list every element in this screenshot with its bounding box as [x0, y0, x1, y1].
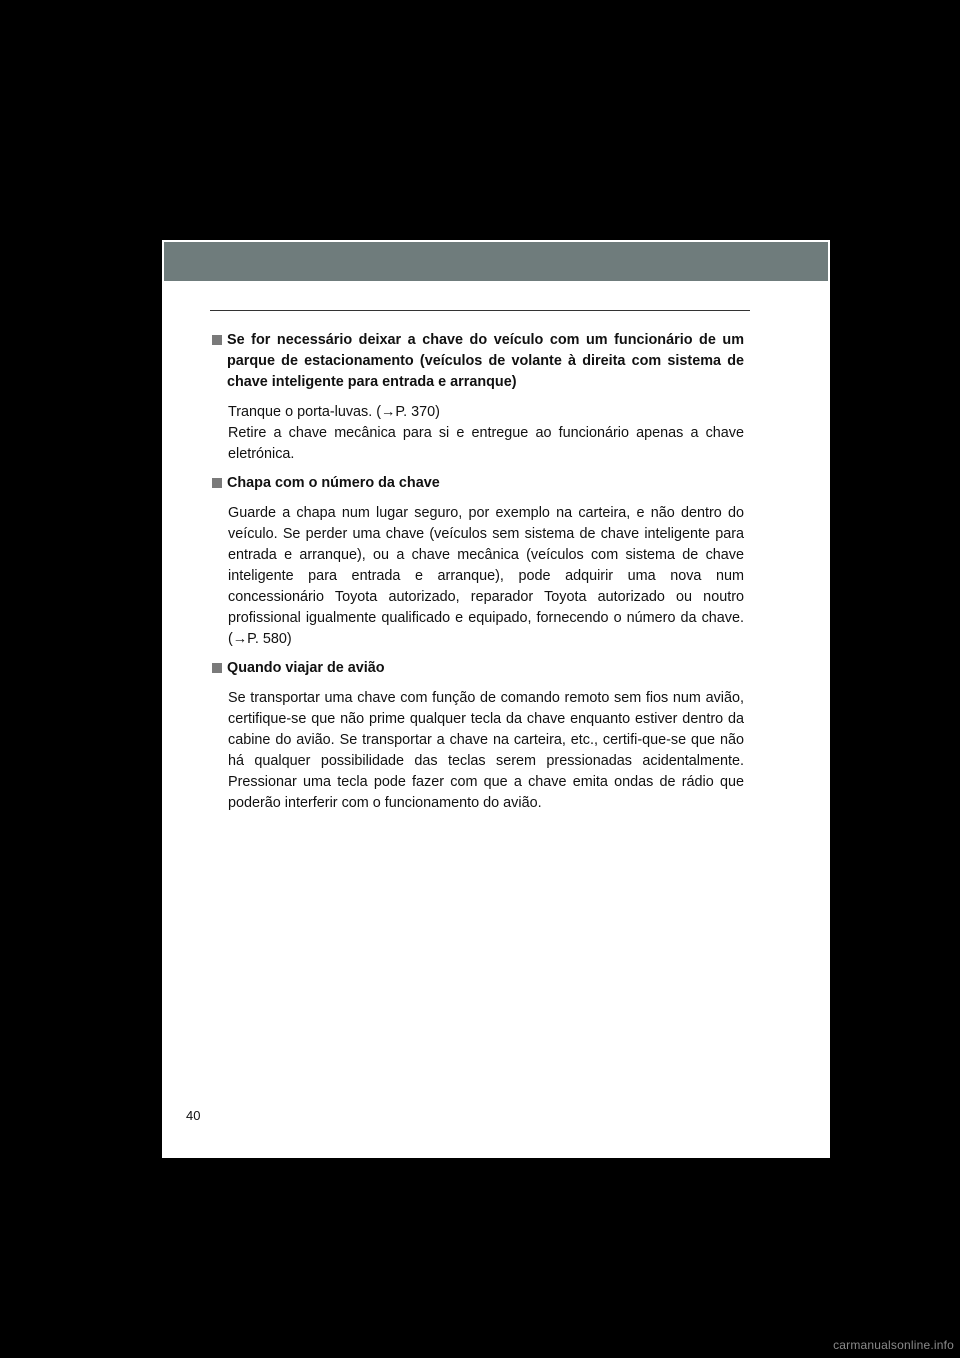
section-body — [212, 503, 744, 650]
paragraph: Tranque o porta-luvas. (→P. 370) — [228, 404, 440, 420]
section-body — [212, 402, 744, 465]
section-heading-text: Chapa com o número da chave — [227, 475, 440, 491]
watermark-text: carmanualsonline.info — [833, 1338, 954, 1352]
section-key-number-plate — [212, 473, 744, 650]
section-heading-text: Se for necessário deixar a chave do veículo com um funcionário de um parque de estacionamento (veículos de volante à direita com sistema de chave inteligente para entrada e arranque) — [227, 332, 744, 390]
header-rule — [210, 310, 750, 311]
paragraph: Guarde a chapa num lugar seguro, por exemplo na carteira, e não dentro do veículo. Se perder uma chave (veículos sem sistema de chave inteligente para entrada e arranque), ou a chave mecânica (veículos com sistema de chave inteligente para entrada e arranque), pode adquirir uma nova num concessionário Toyota autorizado, reparador Toyota autorizado ou noutro profissional igualmente qualificado e equipado, fornecendo o número da chave. (→P. 580) — [228, 505, 744, 647]
section-valet-key — [212, 330, 744, 465]
page-number: 40 — [186, 1108, 201, 1123]
paragraph: Retire a chave mecânica para si e entregue ao funcionário apenas a chave eletrónica. — [228, 425, 744, 462]
square-bullet-icon — [212, 478, 222, 488]
section-heading — [212, 473, 744, 494]
section-heading — [212, 658, 744, 679]
paragraph: Se transportar uma chave com função de comando remoto sem fios num avião, certifique-se que não prime qualquer tecla da chave enquanto estiver dentro da cabine do avião. Se transportar a chave na carteira, etc., certifi-que-se que não há qualquer possibilidade das teclas serem pressionadas acidentalmente. Pressionar uma tecla pode fazer com que a chave emita ondas de rádio que poderão interferir com o funcionamento do avião. — [228, 690, 744, 811]
square-bullet-icon — [212, 335, 222, 345]
section-heading — [212, 330, 744, 393]
section-heading-text: Quando viajar de avião — [227, 660, 385, 676]
manual-page — [162, 240, 830, 1158]
section-body — [212, 688, 744, 814]
section-air-travel — [212, 658, 744, 814]
page-content — [212, 330, 744, 822]
header-band — [164, 242, 828, 281]
square-bullet-icon — [212, 663, 222, 673]
